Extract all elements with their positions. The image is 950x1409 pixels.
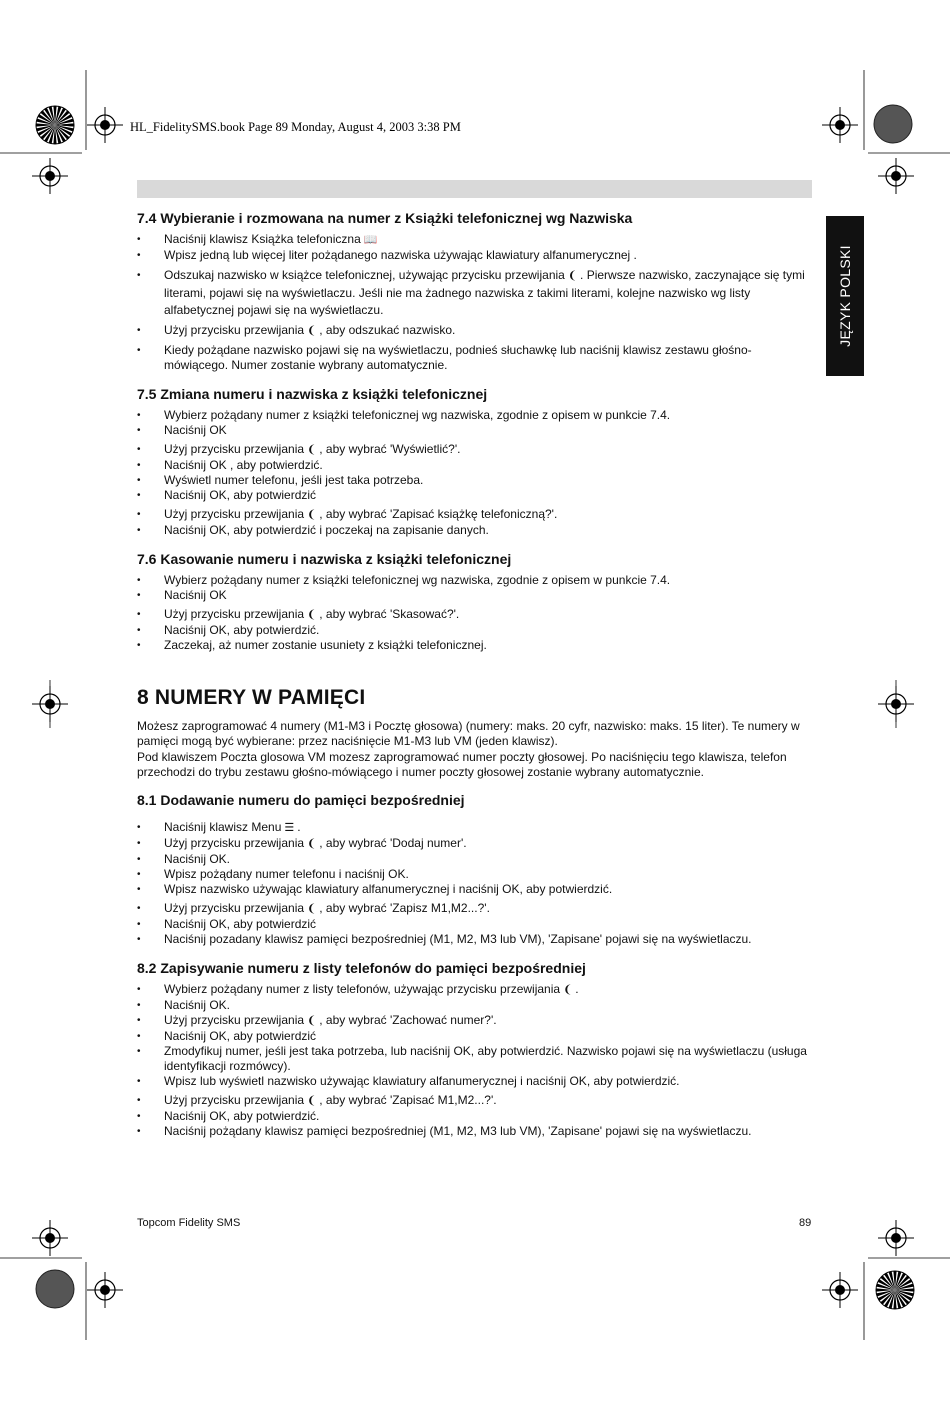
list-item: • Naciśnij OK [137,423,812,438]
list-item: • Naciśnij OK [137,588,812,603]
list-item: • Naciśnij OK, aby potwierdzić. [137,1109,812,1124]
list-item: • Naciśnij OK, aby potwierdzić. [137,623,812,638]
footer-product-name: Topcom Fidelity SMS [137,1217,241,1229]
menu-key-icon: ☰ [284,822,295,835]
section-title-7-6: 7.6 Kasowanie numeru i nazwiska z książki telefonicznej [137,551,512,567]
list-item: • Wybierz pożądany numer z książki telefonicznej wg nazwiska, zgodnie z opisem w punkcie 7.4. [137,573,812,588]
scroll-key-icon: ❨ [307,903,317,916]
scroll-key-icon: ❨ [307,325,317,337]
list-item: • Użyj przycisku przewijania ❨ , aby wybrać 'Zapisz M1,M2...?'. [137,901,812,917]
steps-list-8-1 [137,820,812,947]
section-title-8-2: 8.2 Zapisywanie numeru z listy telefonów do pamięci bezpośredniej [137,960,586,977]
list-item: • Wpisz pożądany numer telefonu i naciśnij OK. [137,867,812,882]
list-item: • Wpisz lub wyświetl nazwisko używając klawiatury alfanumerycznej i naciśnij OK, aby potwierdzić. [137,1074,812,1089]
list-item: • Wpisz jedną lub więcej liter pożądanego nazwiska używając klawiatury alfanumerycznej . [137,248,812,263]
list-item: • Naciśnij klawisz Książka telefoniczna 📖 [137,232,812,248]
chapter-intro-paragraph: Możesz zaprogramować 4 numery (M1-M3 i Pocztę głosowa) (numery: maks. 20 cyfr, nazwisko: maks. 15 liter). Te numery w pamięci mogą być wybierane: przez naciśnięcie M1-M3 lub VM (jeden klawisz). [137,719,800,749]
registration-burst-icon [36,106,74,144]
steps-list-7-4 [137,232,812,373]
footer-page-number: 89 [799,1217,812,1229]
steps-list-7-6 [137,573,812,653]
list-item: • Wyświetl numer telefonu, jeśli jest taka potrzeba. [137,473,812,488]
section-title-7-4: 7.4 Wybieranie i rozmowana na numer z Książki telefonicznej wg Nazwiska [137,210,633,226]
page-content [137,210,812,1139]
chapter-title-8: 8 NUMERY W PAMIĘCI [137,686,366,709]
list-item: • Użyj przycisku przewijania ❨ , aby wybrać 'Skasować?'. [137,607,812,623]
scroll-key-icon: ❨ [567,270,578,282]
scroll-key-icon: ❨ [307,609,317,621]
language-tab [826,216,864,376]
list-item: • Naciśnij OK. [137,852,812,867]
list-item: • Użyj przycisku przewijania ❨ , aby wybrać 'Wyświetlić?'. [137,442,812,458]
list-item: • Kiedy pożądane nazwisko pojawi się na wyświetlaczu, podnieś słuchawkę lub naciśnij klawisz zestawu głośno-mówiącego. Numer zostanie wybrany automatycznie. [137,343,812,373]
list-item: • Użyj przycisku przewijania ❨ , aby wybrać 'Zachować numer?'. [137,1013,812,1029]
language-tab-label: JĘZYK POLSKI [837,245,853,347]
list-item: • Zmodyfikuj numer, jeśli jest taka potrzeba, lub naciśnij OK, aby potwierdzić. Nazwisko pojawi się na wyświetlaczu (usługa identyfikacji rozmówcy). [137,1044,812,1074]
list-item: • Użyj przycisku przewijania ❨ , aby wybrać 'Zapisać książkę telefoniczną?'. [137,507,812,523]
scroll-key-icon: ❨ [307,838,317,851]
steps-list-8-2 [137,982,812,1139]
list-item: • Naciśnij OK, aby potwierdzić [137,917,812,932]
scroll-key-icon: ❨ [307,509,317,521]
list-item: • Wpisz nazwisko używając klawiatury alfanumerycznej i naciśnij OK, aby potwierdzić. [137,882,812,897]
section-title-7-5: 7.5 Zmiana numeru i nazwiska z książki telefonicznej [137,386,488,402]
list-item: • Wybierz pożądany numer z książki telefonicznej wg nazwiska, zgodnie z opisem w punkcie 7.4. [137,408,812,423]
print-header: HL_FidelitySMS.book Page 89 Monday, August 4, 2003 3:38 PM [130,120,461,134]
list-item: • Naciśnij pożądany klawisz pamięci bezpośredniej (M1, M2, M3 lub VM), 'Zapisane' pojawi się na wyświetlaczu. [137,1124,812,1139]
list-item: • Naciśnij OK , aby potwierdzić. [137,458,812,473]
registration-disc-icon [36,1270,74,1308]
list-item: • Naciśnij OK, aby potwierdzić [137,488,812,503]
steps-list-7-5 [137,408,812,538]
list-item: • Wybierz pożądany numer z listy telefonów, używając przycisku przewijania ❨ . [137,982,812,998]
scroll-key-icon: ❨ [307,1015,317,1028]
list-item: • Naciśnij pozadany klawisz pamięci bezpośredniej (M1, M2, M3 lub VM), 'Zapisane' pojawi się na wyświetlaczu. [137,932,812,947]
list-item: • Odszukaj nazwisko w książce telefonicznej, używając przycisku przewijania ❨ . Pierwsze nazwisko, zaczynające się tymi literami, pojawi się na wyświetlaczu. Jeśli nie ma żadnego nazwiska z takimi literami, kolejne nazwisko wg listy alfabetycznej pojawi się na wyświetlaczu. [137,267,812,319]
section-title-8-1: 8.1 Dodawanie numeru do pamięci bezpośredniej [137,792,465,809]
scroll-key-icon: ❨ [563,984,573,997]
list-item: • Naciśnij OK, aby potwierdzić [137,1029,812,1044]
scroll-key-icon: ❨ [307,444,317,456]
registration-disc-icon [874,105,912,143]
list-item: • Naciśnij OK. [137,998,812,1013]
list-item: • Naciśnij OK, aby potwierdzić i poczekaj na zapisanie danych. [137,523,812,538]
scroll-key-icon: ❨ [307,1095,317,1108]
list-item: • Użyj przycisku przewijania ❨ , aby wybrać 'Dodaj numer'. [137,836,812,852]
chapter-intro-paragraph: Pod klawiszem Poczta glosowa VM mozesz zaprogramować numer poczty głosowej. Po naciśnięciu tego klawisza, telefon przechodzi do trybu zestawu głośno-mówiącego i numer poczty głosowej zostanie wybrany automatycznie. [137,749,787,779]
registration-burst-icon [876,1271,914,1309]
list-item: • Zaczekaj, aż numer zostanie usuniety z książki telefonicznej. [137,638,812,653]
header-bar [137,180,812,198]
list-item: • Użyj przycisku przewijania ❨ , aby odszukać nazwisko. [137,323,812,339]
book-icon: 📖 [363,234,378,246]
list-item: • Użyj przycisku przewijania ❨ , aby wybrać 'Zapisać M1,M2...?'. [137,1093,812,1109]
list-item: • Naciśnij klawisz Menu ☰ . [137,820,812,836]
